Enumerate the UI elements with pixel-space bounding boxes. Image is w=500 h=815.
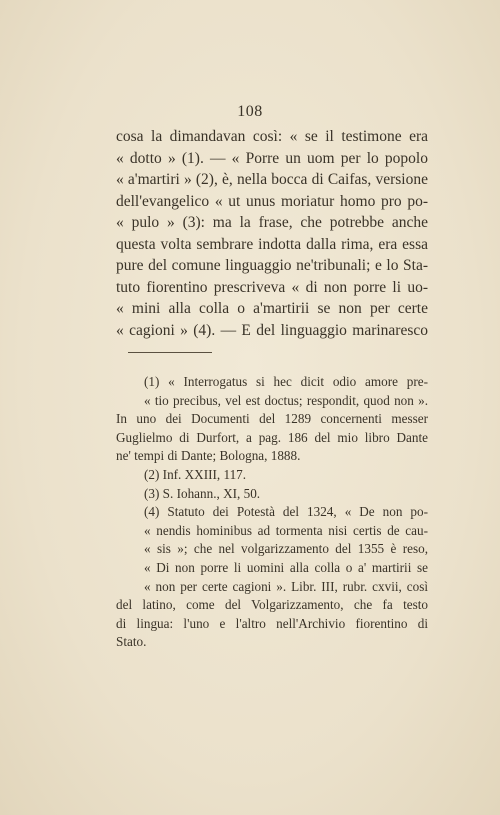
body-line: cosa la dimandavan così: « se il testimone era <box>116 128 428 145</box>
body-line: « cagioni » (4). — E del linguaggio marinaresco <box>116 321 428 339</box>
body-line: « a'martiri » (2), è, nella bocca di Caifas, versione <box>116 171 428 188</box>
footnote-line: di lingua: l'uno e l'altro nell'Archivio fiorentino di <box>116 615 428 631</box>
page-number: 108 <box>237 103 263 120</box>
footnotes <box>116 373 428 652</box>
footnote-line: (2) Inf. XXIII, 117. <box>144 466 247 482</box>
footnote-line: Guglielmo di Durfort, a pag. 186 del mio libro Dante <box>116 429 428 445</box>
footnote-line: del latino, come del Volgarizzamento, che fa testo <box>116 597 428 613</box>
body-text <box>116 126 428 341</box>
footnote-line: Stato. <box>116 634 147 650</box>
footnote-separator <box>128 352 212 353</box>
body-line: questa volta sembrare indotta dalla rima, era essa <box>116 235 428 253</box>
footnote-line: (4) Statuto dei Potestà del 1324, « De non po- <box>144 504 428 520</box>
footnote-line: In uno dei Documenti del 1289 concernenti messer <box>116 411 428 427</box>
body-line: tuto fiorentino prescriveva « di non porre li uo- <box>116 278 428 296</box>
footnote-line: « sis »; che nel volgarizzamento del 1355 è reso, <box>144 541 428 557</box>
body-line: « mini alla colla o a'martirii se non per certe <box>116 300 428 317</box>
footnote-line: (3) S. Iohann., XI, 50. <box>144 485 261 501</box>
footnote-line: ne' tempi di Dante; Bologna, 1888. <box>116 448 301 464</box>
footnote-line: (1) « Interrogatus si hec dicit odio amore pre- <box>144 374 428 389</box>
body-line: dell'evangelico « ut unus moriatur homo pro po- <box>116 192 428 210</box>
footnote-line: « non per certe cagioni ». Libr. III, rubr. cxvii, così <box>144 578 428 594</box>
body-line: « dotto » (1). — « Porre un uom per lo popolo <box>116 149 428 167</box>
footnote-line: « nendis hominibus ad tormenta nisi certis de cau- <box>144 522 428 538</box>
body-line: « pulo » (3): ma la frase, che potrebbe anche <box>116 214 428 231</box>
body-line: pure del comune linguaggio ne'tribunali; e lo Sta- <box>116 257 428 274</box>
footnote-line: « Di non porre li uomini alla colla o a' martirii se <box>144 559 428 575</box>
footnote-line: « tio precibus, vel est doctus; respondit, quod non ». <box>144 392 428 408</box>
